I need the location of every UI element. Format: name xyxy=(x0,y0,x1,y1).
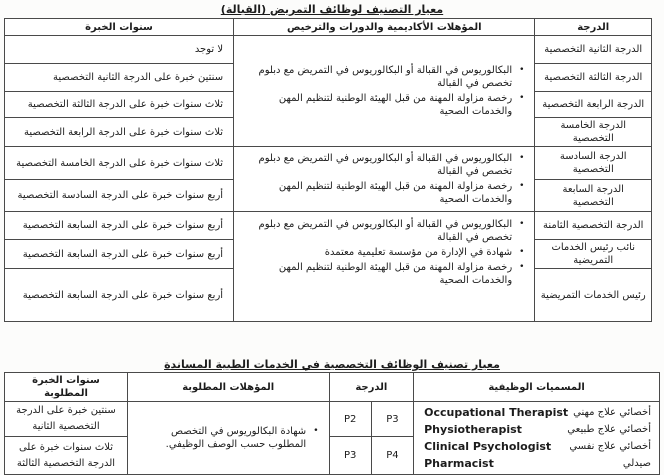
grade-cell: الدرجة السابعة التخصصية xyxy=(535,180,652,212)
bullet-icon: • xyxy=(519,153,525,163)
bullet-icon: • xyxy=(519,262,525,272)
grade-value-cell: P2 xyxy=(329,402,371,437)
grade-cell: الدرجة السادسة التخصصية xyxy=(535,147,652,180)
job-name-english: Clinical Psychologist xyxy=(424,440,552,453)
bullet-text: شهادة في الإدارة من مؤسسة تعليمية معتمدة xyxy=(324,247,513,258)
qualifications-cell xyxy=(234,36,535,147)
grade-cell: الدرجة الرابعة التخصصية xyxy=(535,92,652,118)
job-name-english: Physiotherapist xyxy=(424,423,522,436)
job-line xyxy=(424,404,651,421)
header-experience: سنوات الخبرة xyxy=(5,19,234,36)
bullet-item xyxy=(244,218,524,244)
job-name-arabic: أخصائي علاج طبيعي xyxy=(567,424,651,435)
bullet-item xyxy=(244,261,524,287)
table-header-row xyxy=(5,373,660,402)
bullet-item xyxy=(244,246,524,259)
bullet-text: رخصة مزاولة المهنة من قبل الهيئة الوطنية لتنظيم المهن والخدمات الصحية xyxy=(278,93,513,117)
support-services-table-title: معيار تصنيف الوظائف التخصصية في الخدمات الطبية المساندة xyxy=(164,358,500,371)
job-name-arabic: أخصائي علاج مهني xyxy=(573,407,651,418)
table-row xyxy=(5,212,652,240)
bullet-item xyxy=(244,92,524,118)
required-experience-cell: سنتين خبرة على الدرجة التخصصية الثانية xyxy=(5,402,128,437)
experience-cell: أربع سنوات خبرة على الدرجة السادسة التخصصية xyxy=(5,180,234,212)
bullet-icon: • xyxy=(313,426,319,436)
bullet-item xyxy=(138,425,319,451)
header-grade: الدرجة xyxy=(535,19,652,36)
bullet-item xyxy=(244,152,524,178)
grade-cell: الدرجة الخامسة التخصصية xyxy=(535,118,652,147)
header-qualifications: المؤهلات الأكاديمية والدورات والترخيص xyxy=(234,19,535,36)
bullet-text: رخصة مزاولة المهنة من قبل الهيئة الوطنية لتنظيم المهن والخدمات الصحية xyxy=(278,262,513,286)
job-name-english: Pharmacist xyxy=(424,457,494,470)
bullet-text: شهادة البكالوريوس في التخصص المطلوب حسب الوصف الوظيفي. xyxy=(165,426,307,450)
nursing-table-title: معيار التصنيف لوظائف التمريض (القبالة) xyxy=(220,3,444,16)
experience-cell: لا توجد xyxy=(5,36,234,64)
header-required-qualifications: المؤهلات المطلوبة xyxy=(127,373,329,402)
bullet-text: رخصة مزاولة المهنة من قبل الهيئة الوطنية لتنظيم المهن والخدمات الصحية xyxy=(278,181,513,205)
bullet-text: البكالوريوس في القبالة أو البكالوريوس في التمريض مع دبلوم تخصص في القبالة xyxy=(258,219,513,243)
grade-cell: الدرجة الثانية التخصصية xyxy=(535,36,652,64)
bullet-icon: • xyxy=(519,93,525,103)
grade-cell: نائب رئيس الخدمات التمريضية xyxy=(535,240,652,269)
job-name-english: Occupational Therapist xyxy=(424,406,569,419)
nursing-classification-table xyxy=(4,18,652,322)
bullet-text: البكالوريوس في القبالة أو البكالوريوس في التمريض مع دبلوم تخصص في القبالة xyxy=(258,65,513,89)
grade-value-cell: P4 xyxy=(371,437,413,475)
table-row xyxy=(5,36,652,64)
job-name-arabic: أخصائي علاج نفسي xyxy=(569,441,651,452)
qualifications-cell xyxy=(234,147,535,212)
bullet-item xyxy=(244,180,524,206)
qualifications-cell xyxy=(234,212,535,322)
job-line xyxy=(424,438,651,455)
bullet-item xyxy=(244,64,524,90)
bullet-icon: • xyxy=(519,65,525,75)
required-experience-cell: ثلاث سنوات خبرة على الدرجة التخصصية الثالثة xyxy=(5,437,128,475)
experience-cell: أربع سنوات خبرة على الدرجة السابعة التخصصية xyxy=(5,212,234,240)
bullet-icon: • xyxy=(519,181,525,191)
bullet-icon: • xyxy=(519,247,525,257)
grade-cell: رئيس الخدمات التمريضية xyxy=(535,269,652,322)
grade-cell: الدرجة الثالثة التخصصية xyxy=(535,64,652,92)
table-row xyxy=(5,402,660,437)
bullet-text: البكالوريوس في القبالة أو البكالوريوس في التمريض مع دبلوم تخصص في القبالة xyxy=(258,153,513,177)
experience-cell: ثلاث سنوات خبرة على الدرجة الثالثة التخصصية xyxy=(5,92,234,118)
support-services-classification-table xyxy=(4,372,660,475)
experience-cell: ثلاث سنوات خبرة على الدرجة الخامسة التخصصية xyxy=(5,147,234,180)
table-row xyxy=(5,147,652,180)
header-grade: الدرجة xyxy=(329,373,414,402)
grade-value-cell: P3 xyxy=(329,437,371,475)
grade-value-cell: P3 xyxy=(371,402,413,437)
header-required-experience: سنوات الخبرة المطلوبة xyxy=(5,373,128,402)
experience-cell: سنتين خبرة على الدرجة الثانية التخصصية xyxy=(5,64,234,92)
experience-cell: أربع سنوات خبرة على الدرجة السابعة التخصصية xyxy=(5,269,234,322)
job-line xyxy=(424,421,651,438)
grade-cell: الدرجة التخصصية الثامنة xyxy=(535,212,652,240)
table-header-row xyxy=(5,19,652,36)
header-job-titles: المسميات الوظيفية xyxy=(414,373,660,402)
job-name-arabic: صيدلي xyxy=(622,458,651,469)
experience-cell: أربع سنوات خبرة على الدرجة السابعة التخصصية xyxy=(5,240,234,269)
bullet-icon: • xyxy=(519,219,525,229)
experience-cell: ثلاث سنوات خبرة على الدرجة الرابعة التخصصية xyxy=(5,118,234,147)
